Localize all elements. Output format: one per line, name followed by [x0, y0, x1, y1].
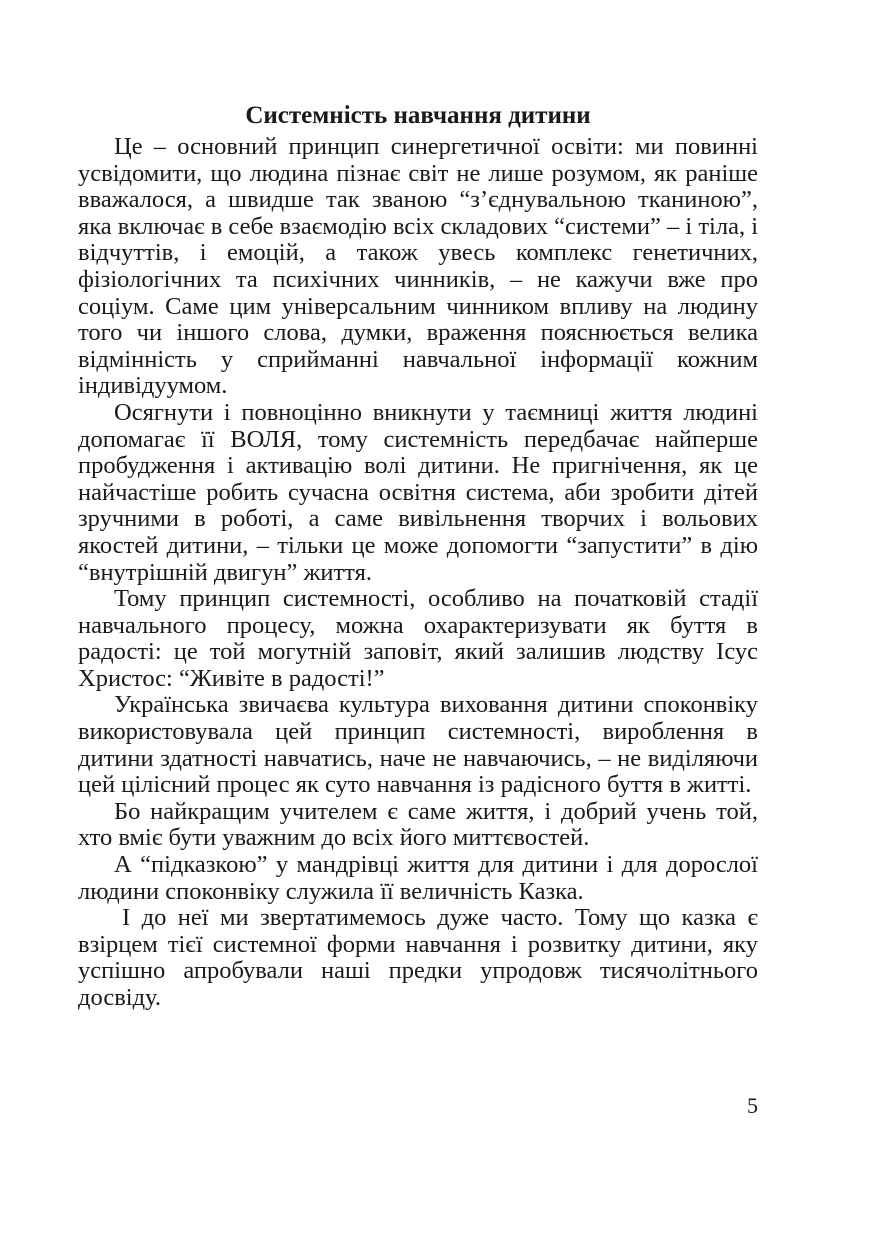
page-title: Системність навчання дитини [245, 102, 591, 129]
paragraph: А “підказкою” у мандрівці життя для дитини і для дорослої людини споконвіку служила її величність Казка. [78, 851, 758, 905]
paragraph: І до неї ми звертатимемось дуже часто. Тому що казка є взірцем тієї системної форми навчання і розвитку дитини, яку успішно апробували наші предки упродовж тисячолітнього досвіду. [78, 904, 758, 1011]
paragraph: Бо найкращим учителем є саме життя, і добрий учень той, хто вміє бути уважним до всіх його миттєвостей. [78, 797, 758, 852]
paragraph: Тому принцип системності, особливо на початковій стадії навчального процесу, можна охарактеризувати як буття в радості: це той могутній заповіт, який залишив людству Ісус Христос: “Живіте в радості!” [78, 585, 758, 692]
paragraph: Це – основний принцип синергетичної освіти: ми повинні усвідомити, що людина пізнає світ не лише розумом, як раніше вважалося, а швидше так званою “з’єднувальною тканиною”, яка включає в себе взаємодію всіх складових “системи” – і тіла, і відчуттів, і емоцій, а також увесь комплекс генетичних, фізіологічних та психічних чинників, – не кажучи вже про соціум. Саме цим універсальним чинником впливу на людину того чи іншого слова, думки, враження пояснюється велика відмінність у сприйманні навчальної інформації кожним індивідуумом. [78, 133, 759, 400]
paragraph: Українська звичаєва культура виховання дитини споконвіку використовувала цей принцип системності, вироблення в дитини здатності навчатись, наче не навчаючись, – не виділяючи цей цілісний процес як суто навчання із радісного буття в житті. [78, 691, 758, 799]
paragraph: Осягнути і повноцінно вникнути у таємниці життя людині допомагає її ВОЛЯ, тому системність передбачає найперше пробудження і активацію волі дитини. Не пригнічення, як це найчастіше робить сучасна освітня система, аби зробити дітей зручними в роботі, а саме вивільнення творчих і вольових якостей дитини, – тільки це може допомогти “запустити” в дію “внутрішній двигун” життя. [78, 398, 758, 586]
page-body [78, 100, 758, 1012]
page-number: 5 [747, 1093, 758, 1118]
